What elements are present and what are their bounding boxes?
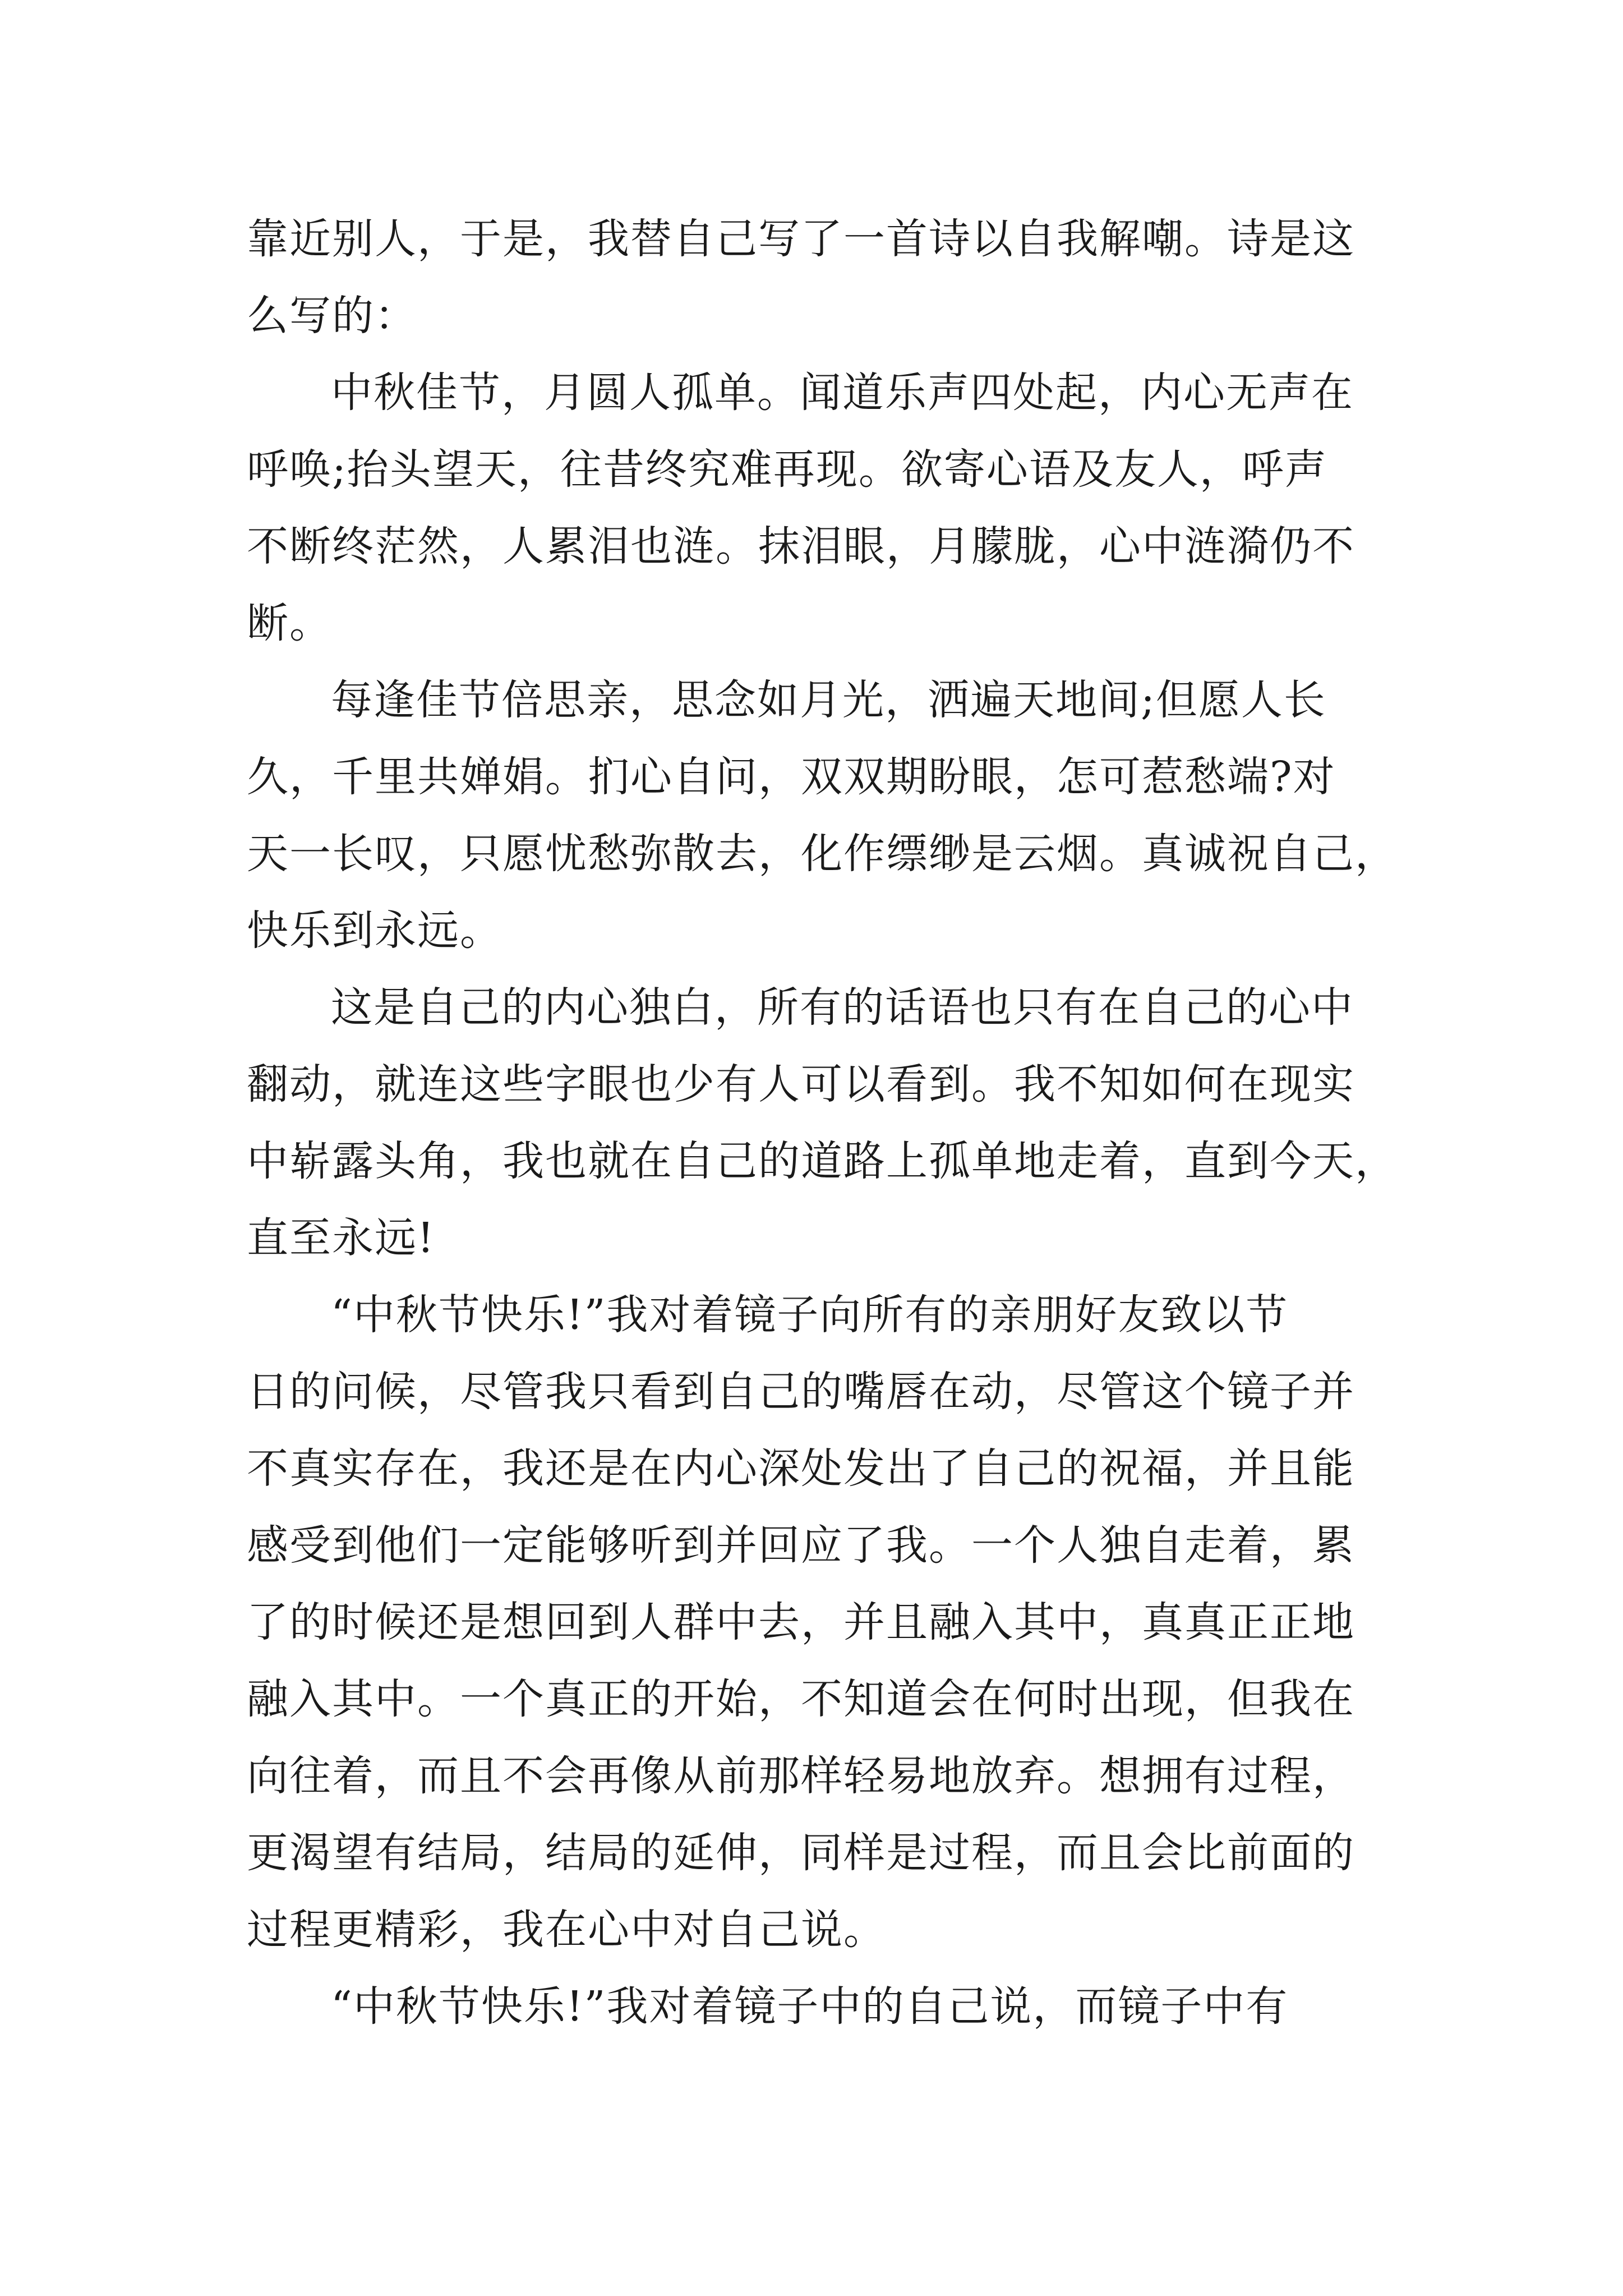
text-line: 向往着，而且不会再像从前那样轻易地放弃。想拥有过程， — [247, 1752, 1355, 1800]
text-line: 么写的： — [247, 292, 417, 340]
text-line: 直至永远! — [247, 1214, 435, 1262]
text-line: “中秋节快乐!”我对着镜子向所有的亲朋好友致以节 — [331, 1291, 1289, 1339]
text-line: 靠近别人，于是，我替自己写了一首诗以自我解嘲。诗是这 — [247, 215, 1355, 263]
text-line: 翻动，就连这些字眼也少有人可以看到。我不知如何在现实 — [247, 1060, 1355, 1108]
text-line: 不真实存在，我还是在内心深处发出了自己的祝福，并且能 — [247, 1444, 1355, 1493]
text-line: 更渴望有结局，结局的延伸，同样是过程，而且会比前面的 — [247, 1829, 1355, 1877]
text-line: 呼唤;抬头望天，往昔终究难再现。欲寄心语及友人，呼声 — [247, 445, 1327, 494]
text-line: 感受到他们一定能够听到并回应了我。一个人独自走着，累 — [247, 1521, 1355, 1570]
text-line: 每逢佳节倍思亲，思念如月光，洒遍天地间;但愿人长 — [331, 676, 1326, 724]
text-line: “中秋节快乐!”我对着镜子中的自己说，而镜子中有 — [331, 1982, 1289, 2031]
text-line: 断。 — [247, 599, 332, 647]
text-line: 中秋佳节，月圆人孤单。闻道乐声四处起，内心无声在 — [331, 369, 1354, 417]
text-line: 日的问候，尽管我只看到自己的嘴唇在动，尽管这个镜子并 — [247, 1368, 1355, 1416]
text-line: 过程更精彩，我在心中对自己说。 — [247, 1906, 886, 1954]
text-line: 不断终茫然，人累泪也涟。抹泪眼，月朦胧，心中涟漪仍不 — [247, 522, 1355, 570]
text-line: 融入其中。一个真正的开始，不知道会在何时出现，但我在 — [247, 1675, 1355, 1723]
text-line: 快乐到永远。 — [247, 907, 502, 955]
text-line: 天一长叹，只愿忧愁弥散去，化作缥缈是云烟。真诚祝自己， — [247, 830, 1398, 878]
text-line: 了的时候还是想回到人群中去，并且融入其中，真真正正地 — [247, 1598, 1355, 1646]
text-line: 久，千里共婵娟。扪心自问，双双期盼眼，怎可惹愁端?对 — [247, 753, 1336, 801]
body-text — [247, 201, 1398, 2045]
text-line: 这是自己的内心独白，所有的话语也只有在自己的心中 — [331, 983, 1354, 1032]
text-line: 中崭露头角，我也就在自己的道路上孤单地走着，直到今天， — [247, 1137, 1398, 1185]
